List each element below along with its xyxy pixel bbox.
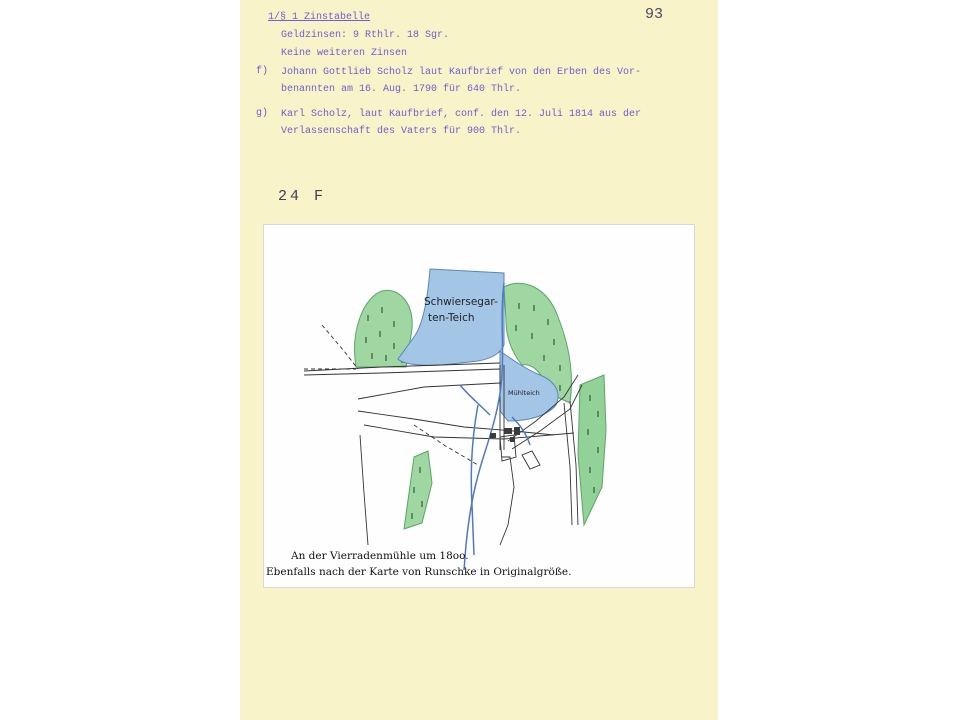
forest-southeast [578,375,606,525]
page-number: 93 [645,6,664,23]
entry-f-line2: benannten am 16. Aug. 1790 für 640 Thlr. [281,84,522,95]
map-figure [263,224,695,588]
entry-g-marker: g) [256,108,269,119]
map-drawing [264,225,694,587]
figure-reference: 24 F [278,188,327,205]
label-pond-line2: ten-Teich [428,312,475,324]
label-pond-line1: Schwiersegar- [424,296,498,308]
no-further-interest-line: Keine weiteren Zinsen [281,48,408,59]
caption-line2: Ebenfalls nach der Karte von Runschke in Originalgröße. [266,566,572,578]
money-interest-line: Geldzinsen: 9 Rthlr. 18 Sgr. [281,30,450,41]
section-header: 1/§ 1 Zinstabelle [268,12,371,23]
entry-g-line1: Karl Scholz, laut Kaufbrief, conf. den 12. Juli 1814 aus der [281,109,642,120]
entry-g-line2: Verlassenschaft des Vaters für 900 Thlr. [281,126,522,137]
caption-line1: An der Vierradenmühle um 18oo. [291,550,469,562]
entry-f-marker: f) [256,66,269,77]
label-muehl-pond: Mühlteich [508,389,540,397]
forest-south [404,451,432,529]
entry-f-line1: Johann Gottlieb Scholz laut Kaufbrief von den Erben des Vor- [281,67,642,78]
document-page [240,0,718,720]
